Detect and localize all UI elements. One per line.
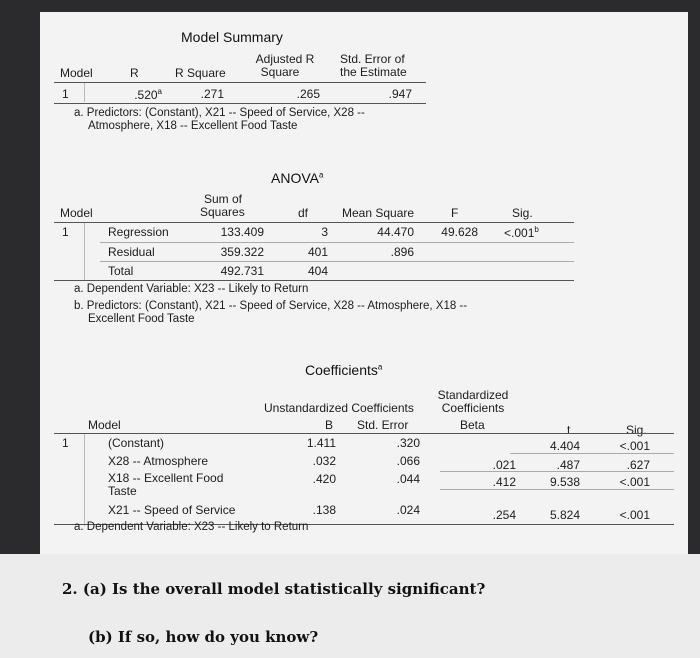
- anova-header-sig: Sig.: [512, 206, 533, 220]
- coef-row-x28-b: .032: [312, 454, 336, 468]
- anova-row-residual-mean-sq: .896: [390, 245, 414, 259]
- anova-header-rule: [54, 222, 574, 223]
- question-part-b: (b) If so, how do you know?: [88, 628, 319, 646]
- coef-row-rule-3: [440, 489, 674, 490]
- anova-row-rule-1: [100, 242, 574, 243]
- anova-header-mean-sq: Mean Square: [342, 206, 415, 220]
- coef-row-x28-beta: .021: [492, 458, 516, 472]
- coef-row-constant-b: 1.411: [306, 436, 336, 450]
- ms-header-std-err-line1: Std. Error of: [340, 52, 405, 66]
- ms-row-std-err: .947: [388, 87, 412, 101]
- coef-row-x18-se: .044: [396, 472, 420, 486]
- coef-header-b: B: [325, 418, 334, 432]
- anova-header-df: df: [298, 206, 309, 220]
- coef-row-x18-sig: <.001: [619, 475, 650, 489]
- anova-header-model: Model: [60, 206, 93, 220]
- anova-header-sum-sq-line1: Sum of: [204, 192, 243, 206]
- coef-row-constant-label: (Constant): [108, 436, 165, 450]
- coef-divider: [84, 434, 85, 526]
- ms-header-std-err-line2: the Estimate: [340, 65, 407, 79]
- coef-row-x21-sig: <.001: [619, 508, 650, 522]
- coef-row-x18-label-line1: X18 -- Excellent Food: [108, 471, 224, 485]
- question-part-a: 2. (a) Is the overall model statistically significant?: [62, 580, 486, 598]
- coef-note: a. Dependent Variable: X23 -- Likely to Return: [74, 521, 309, 533]
- anova-row-total-sum-sq: 492.731: [220, 264, 264, 278]
- ms-header-r-square: R Square: [175, 66, 226, 80]
- ms-header-r: R: [130, 66, 139, 80]
- ms-header-model: Model: [60, 66, 93, 80]
- anova-row-residual-df: 401: [307, 245, 328, 259]
- coef-row-x21-t: 5.824: [549, 508, 580, 522]
- coef-row-x18-b: .420: [312, 472, 336, 486]
- coef-header-rule: [54, 433, 674, 434]
- coef-header-beta: Beta: [460, 418, 485, 432]
- coef-header-std-line2: Coefficients: [441, 401, 505, 415]
- ms-header-adj-r-line2: Square: [260, 65, 300, 79]
- anova-row-total-label: Total: [108, 264, 134, 278]
- ms-note-line2: Atmosphere, X18 -- Excellent Food Taste: [88, 120, 298, 132]
- question-pane: [0, 554, 700, 658]
- anova-row-regression-df: 3: [321, 225, 328, 239]
- anova-row-residual-sum-sq: 359.322: [220, 245, 264, 259]
- coef-row-rule-1: [510, 453, 674, 454]
- ms-row-model: 1: [62, 87, 69, 101]
- coef-row-constant-sig: <.001: [619, 439, 650, 453]
- anova-note-b-line2: Excellent Food Taste: [88, 313, 195, 325]
- coef-row-x28-sig: .627: [626, 458, 650, 472]
- anova-divider: [84, 223, 85, 280]
- coef-header-std-line1: Standardized: [437, 388, 509, 402]
- coef-header-model: Model: [88, 418, 121, 432]
- anova-row-total-df: 404: [307, 264, 328, 278]
- coef-row-x18-beta: .412: [492, 475, 516, 489]
- anova-row-regression-sum-sq: 133.409: [220, 225, 264, 239]
- model-summary-title: Model Summary: [181, 29, 283, 45]
- anova-note-a: a. Dependent Variable: X23 -- Likely to Return: [74, 283, 309, 295]
- ms-row-r-square: .271: [200, 87, 224, 101]
- anova-row-regression-label: Regression: [108, 225, 169, 239]
- coef-row-x21-b: .138: [312, 503, 336, 517]
- anova-row-residual-label: Residual: [108, 245, 155, 259]
- anova-row-regression-f: 49.628: [441, 225, 478, 239]
- coef-row-x28-t: .487: [556, 458, 580, 472]
- coef-row-rule-2: [440, 471, 674, 472]
- coef-header-t: t: [567, 423, 571, 437]
- anova-header-sum-sq-line2: Squares: [200, 205, 245, 219]
- anova-title: ANOVA$^a$: [271, 170, 324, 186]
- ms-row-adj-r-square: .265: [296, 87, 320, 101]
- anova-row-regression-sig: <.001$^b$: [504, 225, 539, 240]
- anova-model-num: 1: [62, 225, 69, 239]
- coefficients-title: Coefficients$^a$: [305, 362, 383, 378]
- coef-row-constant-t: 4.404: [549, 439, 580, 453]
- ms-header-adj-r-line1: Adjusted R: [255, 52, 315, 66]
- ms-header-rule: [54, 82, 426, 83]
- anova-row-rule-2: [100, 261, 574, 262]
- coef-row-x21-se: .024: [396, 503, 420, 517]
- coef-header-std-error: Std. Error: [357, 418, 409, 432]
- ms-bottom-rule: [54, 103, 426, 104]
- coef-row-x18-label-line2: Taste: [108, 484, 137, 498]
- coef-row-x21-beta: .254: [492, 508, 516, 522]
- coef-row-x18-t: 9.538: [549, 475, 580, 489]
- ms-row-r: .520$^a$: [134, 87, 162, 102]
- coef-row-x28-label: X28 -- Atmosphere: [108, 454, 209, 468]
- coef-header-sig: Sig.: [626, 423, 647, 437]
- coef-row-x28-se: .066: [396, 454, 420, 468]
- ms-note-line1: a. Predictors: (Constant), X21 -- Speed of Service, X28 --: [74, 107, 365, 119]
- ms-divider: [84, 83, 85, 102]
- spss-output-sheet: [40, 12, 688, 554]
- coef-row-constant-se: .320: [396, 436, 420, 450]
- coef-model-num: 1: [62, 436, 69, 450]
- anova-row-regression-mean-sq: 44.470: [377, 225, 414, 239]
- coef-header-unstd: Unstandardized Coefficients: [264, 401, 414, 415]
- anova-header-f: F: [451, 206, 459, 220]
- anova-bottom-rule: [54, 280, 574, 281]
- coef-row-x21-label: X21 -- Speed of Service: [108, 503, 236, 517]
- anova-note-b-line1: b. Predictors: (Constant), X21 -- Speed of Service, X28 -- Atmosphere, X18 --: [74, 300, 468, 312]
